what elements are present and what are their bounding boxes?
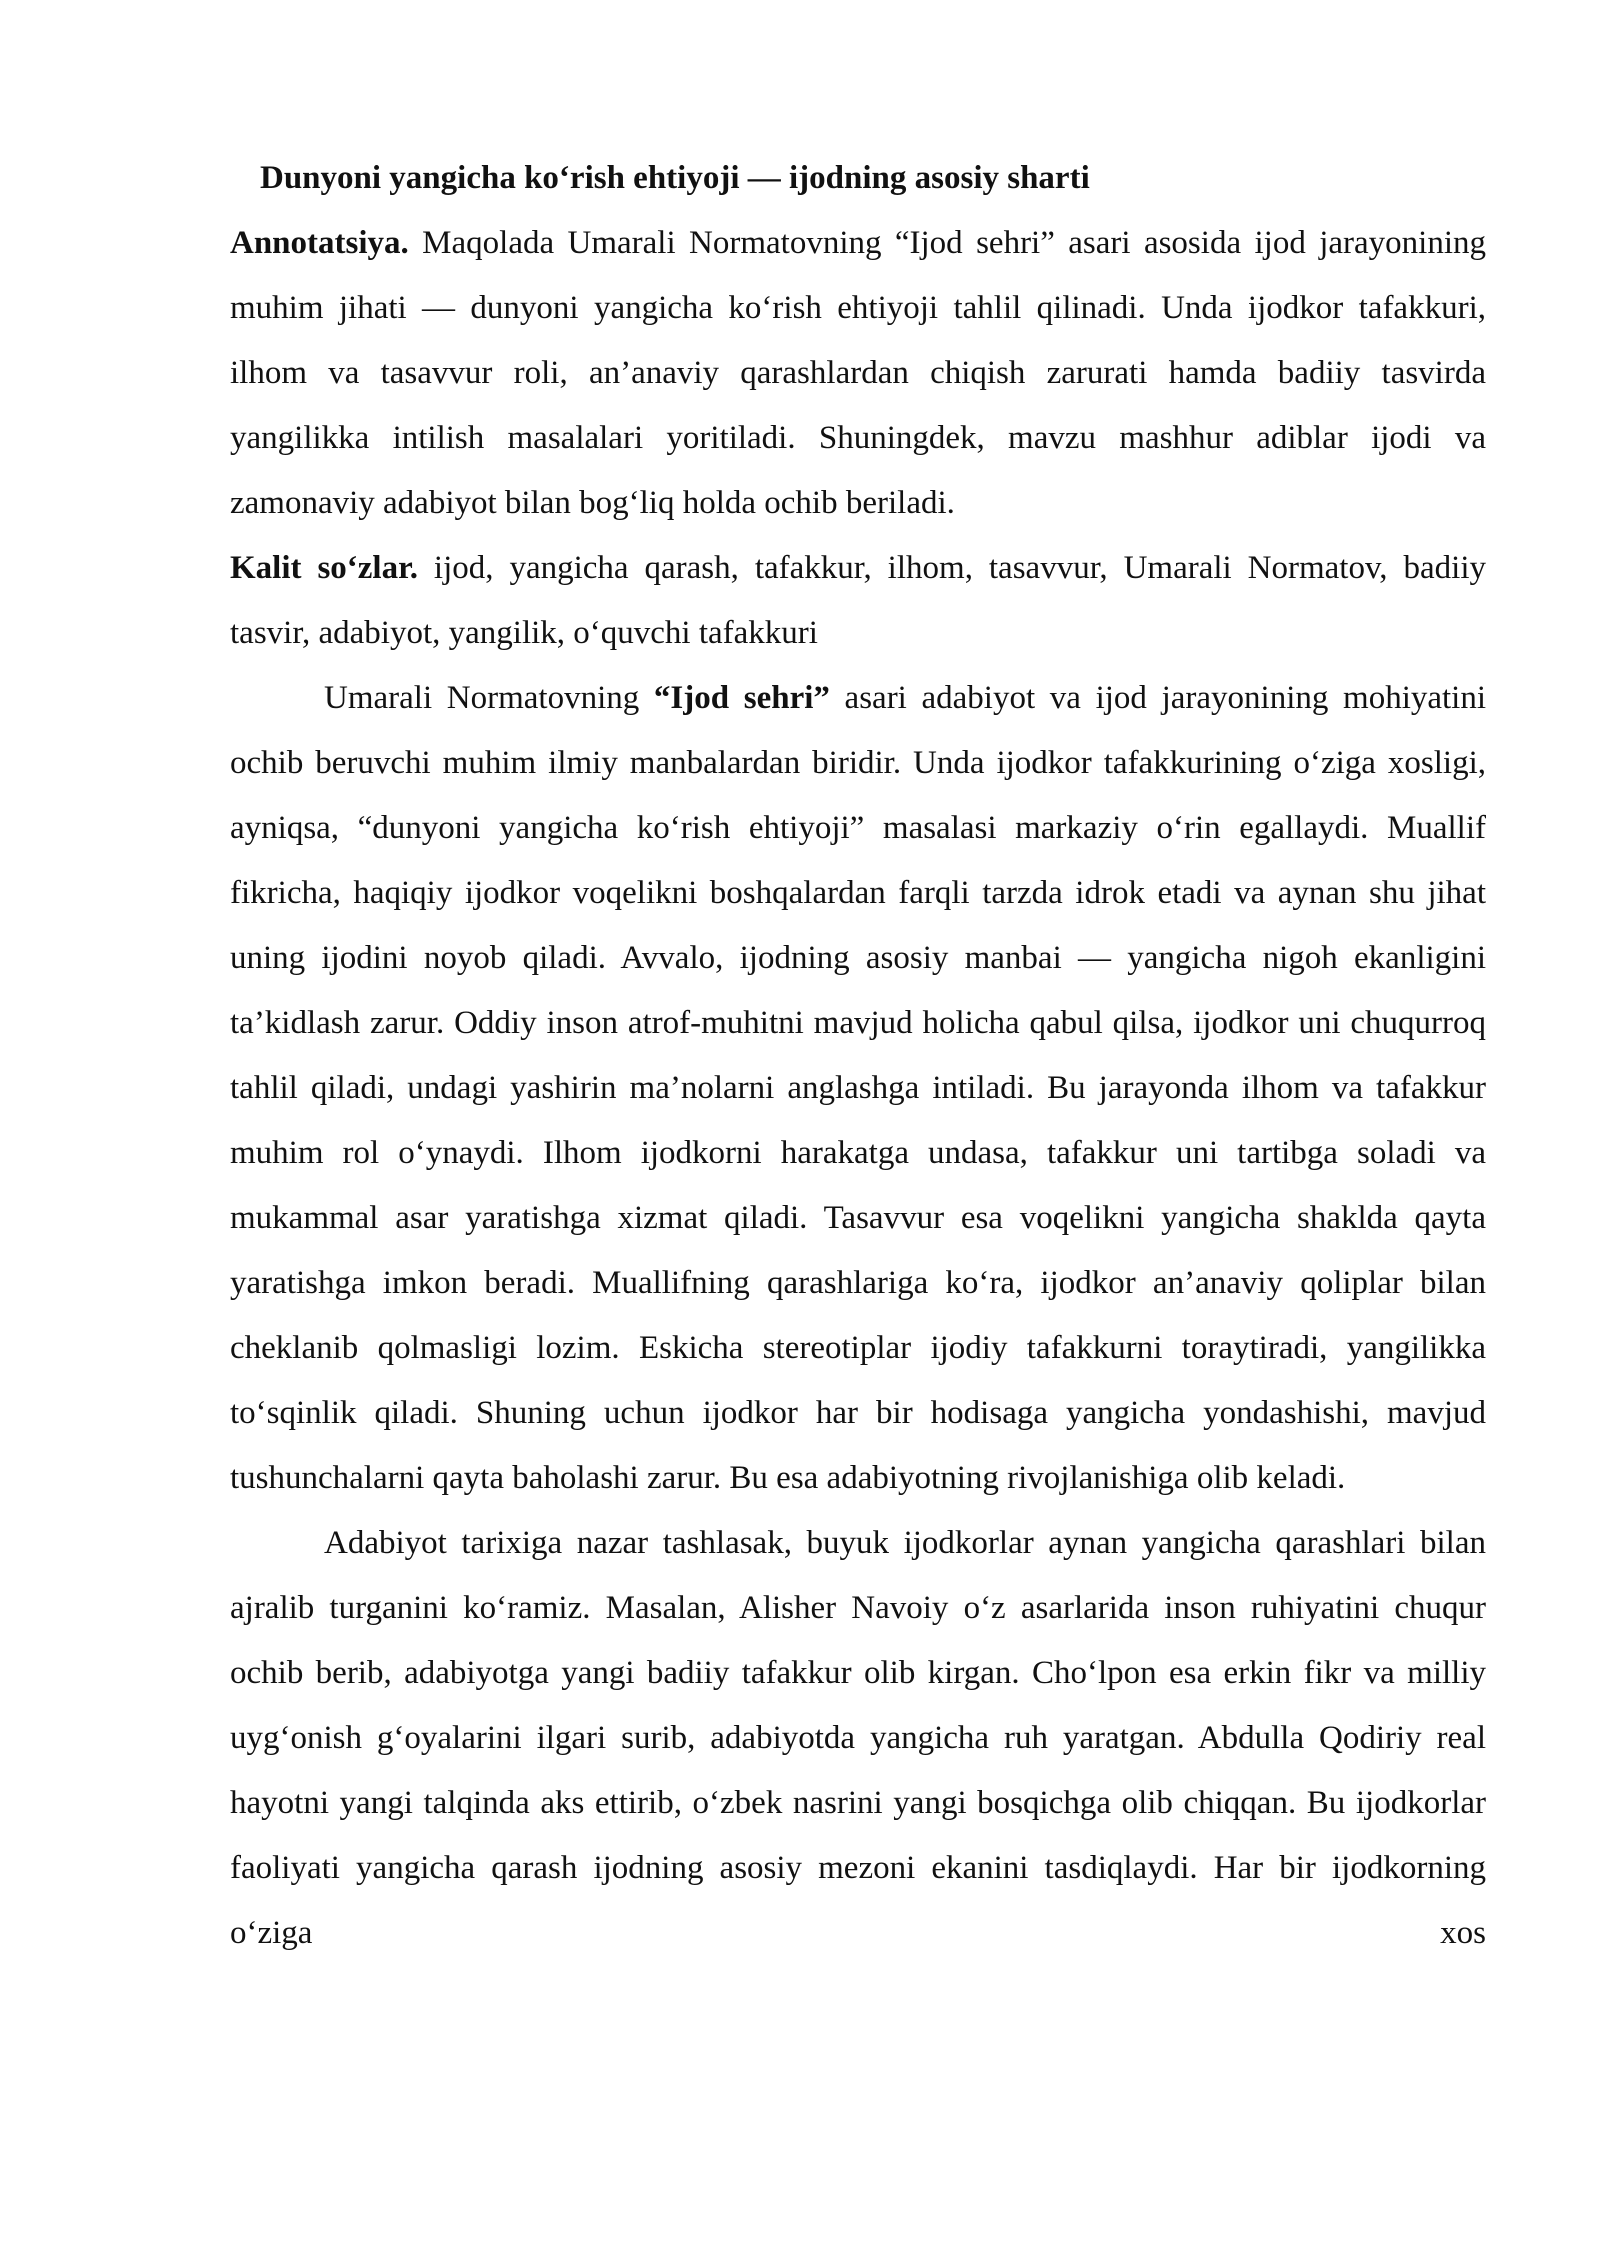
- body-paragraph-1: [230, 666, 1486, 1511]
- keywords-label: Kalit so‘zlar.: [230, 550, 418, 586]
- annotation-label: Annotatsiya.: [230, 225, 409, 261]
- article-title: Dunyoni yangicha ko‘rish ehtiyoji — ijodning asosiy sharti: [260, 160, 1090, 196]
- body-paragraph-2: Adabiyot tarixiga nazar tashlasak, buyuk ijodkorlar aynan yangicha qarashlari bilan ajralib turganini ko‘ramiz. Masalan, Alisher Navoiy o‘z asarlarida inson ruhiyatini chuqur ochib berib, adabiyotga yangi badiiy tafakkur olib kirgan. Cho‘lpon esa erkin fikr va milliy uyg‘onish g‘oyalarini ilgari surib, adabiyotda yangicha ruh yaratgan. Abdulla Qodiriy real hayotni yangi talqinda aks ettirib, o‘zbek nasrini yangi bosqichga olib chiqqan. Bu ijodkorlar faoliyati yangicha qarash ijodning asosiy mezoni ekanini tasdiqlaydi. Har bir ijodkorning o‘ziga xos: [230, 1525, 1486, 1951]
- keywords-text: ijod, yangicha qarash, tafakkur, ilhom, tasavvur, Umarali Normatov, badiiy tasvir, adabiyot, yangilik, o‘quvchi tafakkuri: [230, 550, 1486, 651]
- annotation-paragraph: [230, 211, 1486, 536]
- paragraph1-before: Umarali Normatovning: [324, 680, 654, 716]
- paragraph1-emphasis: “Ijod sehri”: [653, 680, 830, 716]
- document-page: [230, 146, 1486, 1966]
- keywords-paragraph: [230, 536, 1486, 666]
- annotation-text: Maqolada Umarali Normatovning “Ijod sehri” asari asosida ijod jarayonining muhim jihati — dunyoni yangicha ko‘rish ehtiyoji tahlil qilinadi. Unda ijodkor tafakkuri, ilhom va tasavvur roli, an’anaviy qarashlardan chiqish zarurati hamda badiiy tasvirda yangilikka intilish masalalari yoritiladi. Shuningdek, mavzu mashhur adiblar ijodi va zamonaviy adabiyot bilan bog‘liq holda ochib beriladi.: [230, 225, 1486, 521]
- paragraph1-after: asari adabiyot va ijod jarayonining mohiyatini ochib beruvchi muhim ilmiy manbalardan biridir. Unda ijodkor tafakkurining o‘ziga xosligi, ayniqsa, “dunyoni yangicha ko‘rish ehtiyoji” masalasi markaziy o‘rin egallaydi. Muallif fikricha, haqiqiy ijodkor voqelikni boshqalardan farqli tarzda idrok etadi va aynan shu jihat uning ijodini noyob qiladi. Avvalo, ijodning asosiy manbai — yangicha nigoh ekanligini ta’kidlash zarur. Oddiy inson atrof-muhitni mavjud holicha qabul qilsa, ijodkor uni chuqurroq tahlil qiladi, undagi yashirin ma’nolarni anglashga intiladi. Bu jarayonda ilhom va tafakkur muhim rol o‘ynaydi. Ilhom ijodkorni harakatga undasa, tafakkur uni tartibga soladi va mukammal asar yaratishga xizmat qiladi. Tasavvur esa voqelikni yangicha shaklda qayta yaratishga imkon beradi. Muallifning qarashlariga ko‘ra, ijodkor an’anaviy qoliplar bilan cheklanib qolmasligi lozim. Eskicha stereotiplar ijodiy tafakkurni toraytiradi, yangilikka to‘sqinlik qiladi. Shuning uchun ijodkor har bir hodisaga yangicha yondashishi, mavjud tushunchalarni qayta baholashi zarur. Bu esa adabiyotning rivojlanishiga olib keladi.: [230, 680, 1487, 1496]
